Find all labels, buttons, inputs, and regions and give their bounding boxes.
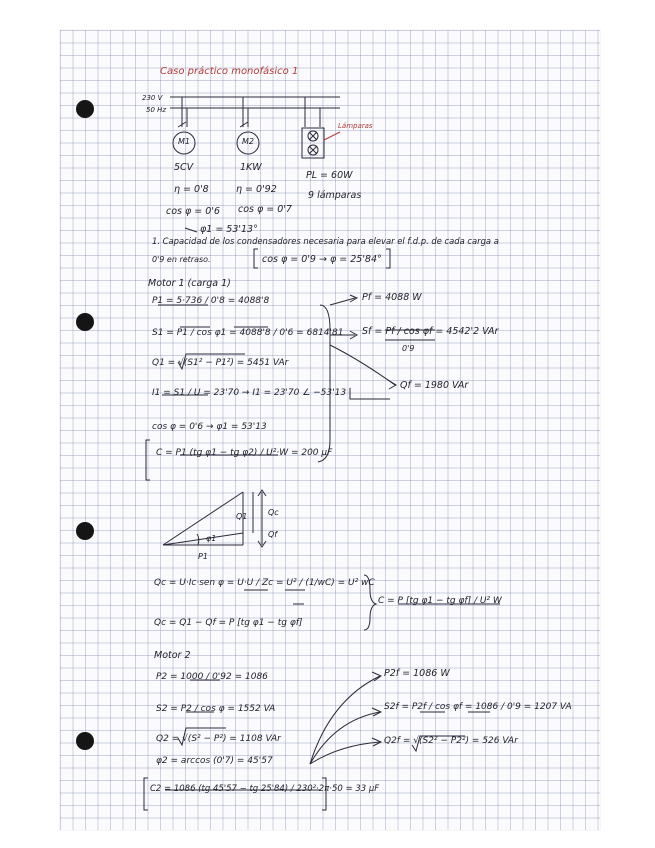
derivation-result: C = P [tg φ1 − tg φf] / U² W	[378, 596, 502, 606]
lamp-label: Lámparas	[338, 122, 373, 130]
motor1-efficiency: η = 0'8	[174, 184, 209, 195]
motor1-capacitance: C = P1 (tg φ1 − tg φ2) / U²·W = 200 µF	[156, 448, 333, 458]
motor2-p2: P2 = 1000 / 0'92 = 1086	[156, 672, 268, 682]
page-title: Caso práctico monofásico 1	[160, 66, 299, 77]
motor2-qf-result: Q2f = √(S2² − P2²) = 526 VAr	[384, 736, 518, 746]
triangle-q1: Q1	[236, 512, 248, 521]
derivation-line-1: Qc = U·Ic·sen φ = U·U / Zc = U² / (1/wC) = U² wC	[154, 578, 375, 588]
supply-voltage: 230 V	[142, 94, 163, 102]
motor1-qf-result: Qf = 1980 VAr	[400, 380, 469, 391]
task-line-2: 0'9 en retraso.	[152, 255, 211, 264]
motor1-sf-denominator: 0'9	[402, 344, 415, 353]
motor2-q2: Q2 = √(S² − P²) = 1108 VAr	[156, 734, 281, 744]
motor1-pf-result: Pf = 4088 W	[362, 292, 422, 303]
triangle-p1: P1	[198, 552, 208, 561]
triangle-phi1: φ1	[206, 534, 217, 543]
derivation-line-2: Qc = Q1 − Qf = P [tg φ1 − tg φf]	[154, 618, 303, 628]
motor1-s1: S1 = P1 / cos φ1 = 4088'8 / 0'6 = 6814'81	[152, 328, 344, 338]
motor2-sf-result: S2f = P2f / cos φf = 1086 / 0'9 = 1207 VA	[384, 702, 572, 712]
motor1-sf-result: Sf = Pf / cos φf = 4542'2 VAr	[362, 326, 499, 337]
motor1-power: 5CV	[174, 162, 194, 173]
motor1-symbol: M1	[178, 137, 190, 146]
motor2-s2: S2 = P2 / cos φ = 1552 VA	[156, 704, 276, 714]
motor2-phi: φ2 = arccos (0'7) = 45'57	[156, 756, 273, 766]
task-target: cos φ = 0'9 → φ = 25'84°	[262, 254, 382, 265]
motor1-q1: Q1 = √(S1² − P1²) = 5451 VAr	[152, 358, 289, 368]
motor1-angle: φ1 = 53'13°	[200, 224, 258, 235]
task-line-1: 1. Capacidad de los condensadores necesaria para elevar el f.d.p. de cada carga a	[152, 236, 499, 246]
motor1-power-factor: cos φ = 0'6	[166, 206, 220, 217]
triangle-qf: Qf	[268, 530, 278, 539]
motor1-heading: Motor 1 (carga 1)	[148, 278, 231, 289]
motor2-power: 1KW	[240, 162, 262, 173]
motor1-p1: P1 = 5·736 / 0'8 = 4088'8	[152, 296, 270, 306]
triangle-qc: Qc	[268, 508, 279, 517]
lamp-power: PL = 60W	[306, 170, 353, 181]
motor2-pf-result: P2f = 1086 W	[384, 668, 450, 679]
motor2-power-factor: cos φ = 0'7	[238, 204, 292, 215]
motor2-symbol: M2	[242, 137, 254, 146]
motor1-cos: cos φ = 0'6 → φ1 = 53'13	[152, 422, 267, 432]
motor2-efficiency: η = 0'92	[236, 184, 277, 195]
motor1-i1: I1 = S1 / U = 23'70 → I1 = 23'70 ∠ −53'13	[152, 388, 347, 398]
supply-frequency: 50 Hz	[146, 106, 167, 114]
lamp-count: 9 lámparas	[308, 190, 362, 201]
motor2-c2: C2 = 1086 (tg 45'57 − tg 25'84) / 230²·2π·50 = 33 µF	[150, 784, 380, 794]
motor2-heading: Motor 2	[154, 650, 191, 661]
